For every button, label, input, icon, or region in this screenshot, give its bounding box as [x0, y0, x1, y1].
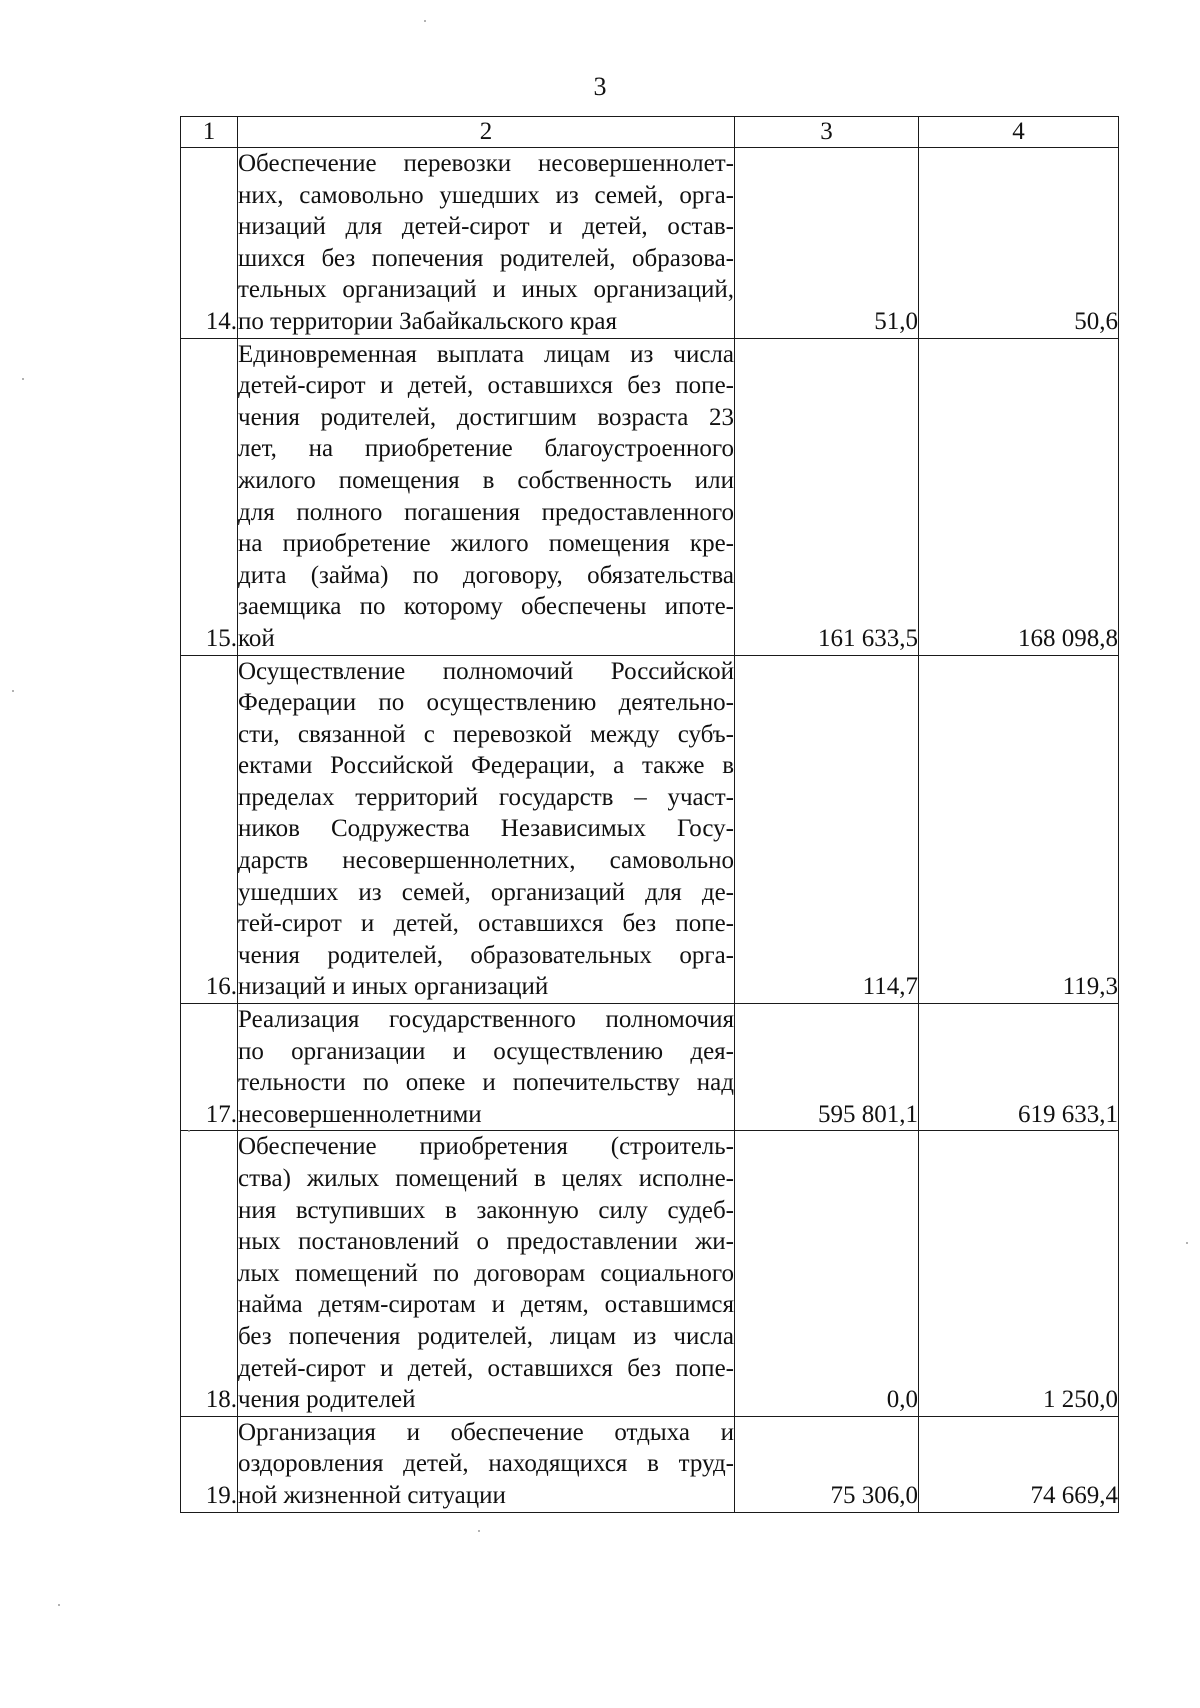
description-line: чения родителей, образовательных орга- — [238, 941, 734, 969]
description-line: дарств несовершеннолетних, самовольно — [238, 847, 734, 875]
description-line: чения родителей — [238, 1386, 416, 1414]
description-line: лет, на приобретение благоустроенного — [238, 435, 734, 463]
column-header-3: 3 — [735, 117, 919, 148]
value-col-3: 0,0 — [735, 1131, 919, 1416]
row-number: 17. — [181, 1004, 238, 1131]
table-body — [181, 148, 1119, 1513]
description-line: заемщика по которому обеспечены ипоте- — [238, 593, 734, 621]
column-header-2: 2 — [238, 117, 735, 148]
scan-speck — [58, 1604, 60, 1606]
description-line: низаций для детей-сирот и детей, остав- — [238, 213, 734, 241]
description-line: чения родителей, достигшим возраста 23 — [238, 403, 734, 431]
page-number: 3 — [593, 72, 607, 101]
row-description — [238, 1131, 735, 1416]
description-line: дита (займа) по договору, обязательства — [238, 561, 734, 589]
table-row — [181, 1131, 1119, 1416]
description-line: сти, связанной с перевозкой между субъ- — [238, 720, 734, 748]
scan-speck — [22, 378, 24, 380]
description-line: по организации и осуществлению дея- — [238, 1037, 734, 1065]
description-line: тей-сирот и детей, оставшихся без попе- — [238, 910, 734, 938]
description-line: кой — [238, 624, 275, 652]
row-description — [238, 1416, 735, 1512]
scan-speck — [478, 1530, 480, 1532]
row-number: 14. — [181, 148, 238, 339]
column-header-1: 1 — [181, 117, 238, 148]
description-line: для полного погашения предоставленного — [238, 498, 734, 526]
value-col-3: 595 801,1 — [735, 1004, 919, 1131]
description-line: Обеспечение перевозки несовершеннолет- — [238, 150, 734, 177]
description-line: тельных организаций и иных организаций, — [238, 276, 734, 304]
row-description — [238, 655, 735, 1004]
table-row — [181, 655, 1119, 1004]
row-number: 15. — [181, 338, 238, 655]
description-line: ных постановлений о предоставлении жи- — [238, 1228, 734, 1256]
scan-speck — [12, 690, 14, 692]
scan-speck — [188, 1130, 190, 1132]
description-line: по территории Забайкальского края — [238, 307, 618, 335]
row-number: 18. — [181, 1131, 238, 1416]
description-line: детей-сирот и детей, оставшихся без попе- — [238, 1354, 734, 1382]
description-line: ния вступивших в законную силу судеб- — [238, 1196, 734, 1224]
description-line: на приобретение жилого помещения кре- — [238, 530, 734, 558]
description-line: Реализация государственного полномочия — [238, 1006, 734, 1034]
description-line: найма детям-сиротам и детям, оставшимся — [238, 1291, 734, 1319]
description-line: Обеспечение приобретения (строитель- — [238, 1133, 734, 1161]
description-line: жилого помещения в собственность или — [238, 466, 734, 494]
scan-speck — [424, 20, 426, 22]
value-col-3: 161 633,5 — [735, 338, 919, 655]
description-line: Единовременная выплата лицам из числа — [238, 340, 734, 368]
table-header-row — [181, 117, 1119, 148]
description-line: тельности по опеке и попечительству над — [238, 1069, 734, 1097]
row-number: 19. — [181, 1416, 238, 1512]
description-line: Осуществление полномочий Российской — [238, 657, 734, 685]
description-line: них, самовольно ушедших из семей, орга- — [238, 181, 734, 209]
value-col-4: 50,6 — [919, 148, 1119, 339]
description-line: оздоровления детей, находящихся в труд- — [238, 1450, 734, 1478]
value-col-4: 168 098,8 — [919, 338, 1119, 655]
table-row — [181, 1004, 1119, 1131]
row-description — [238, 1004, 735, 1131]
row-number: 16. — [181, 655, 238, 1004]
scan-speck — [1186, 1242, 1188, 1244]
description-line: шихся без попечения родителей, образова- — [238, 244, 734, 272]
description-line: ства) жилых помещений в целях исполне- — [238, 1165, 734, 1192]
value-col-3: 114,7 — [735, 655, 919, 1004]
value-col-3: 75 306,0 — [735, 1416, 919, 1512]
description-line: без попечения родителей, лицам из числа — [238, 1322, 734, 1350]
description-line: ушедших из семей, организаций для де- — [238, 878, 734, 906]
description-line: Федерации по осуществлению деятельно- — [238, 689, 734, 717]
value-col-4: 74 669,4 — [919, 1416, 1119, 1512]
description-line: Организация и обеспечение отдыха и — [238, 1418, 734, 1446]
value-col-3: 51,0 — [735, 148, 919, 339]
row-description — [238, 148, 735, 339]
table-row — [181, 148, 1119, 339]
description-line: лых помещений по договорам социального — [238, 1259, 734, 1287]
budget-table — [180, 116, 1119, 1513]
value-col-4: 619 633,1 — [919, 1004, 1119, 1131]
description-line: ектами Российской Федерации, а также в — [238, 752, 734, 780]
description-line: ников Содружества Независимых Госу- — [238, 815, 734, 843]
description-line: низаций и иных организаций — [238, 973, 549, 1001]
description-line: детей-сирот и детей, оставшихся без попе- — [238, 372, 734, 400]
description-line: пределах территорий государств – участ- — [238, 783, 734, 811]
column-header-4: 4 — [919, 117, 1119, 148]
value-col-4: 1 250,0 — [919, 1131, 1119, 1416]
description-line: несовершеннолетними — [238, 1100, 482, 1128]
table-row — [181, 1416, 1119, 1512]
description-line: ной жизненной ситуации — [238, 1481, 506, 1509]
value-col-4: 119,3 — [919, 655, 1119, 1004]
row-description — [238, 338, 735, 655]
table-row — [181, 338, 1119, 655]
